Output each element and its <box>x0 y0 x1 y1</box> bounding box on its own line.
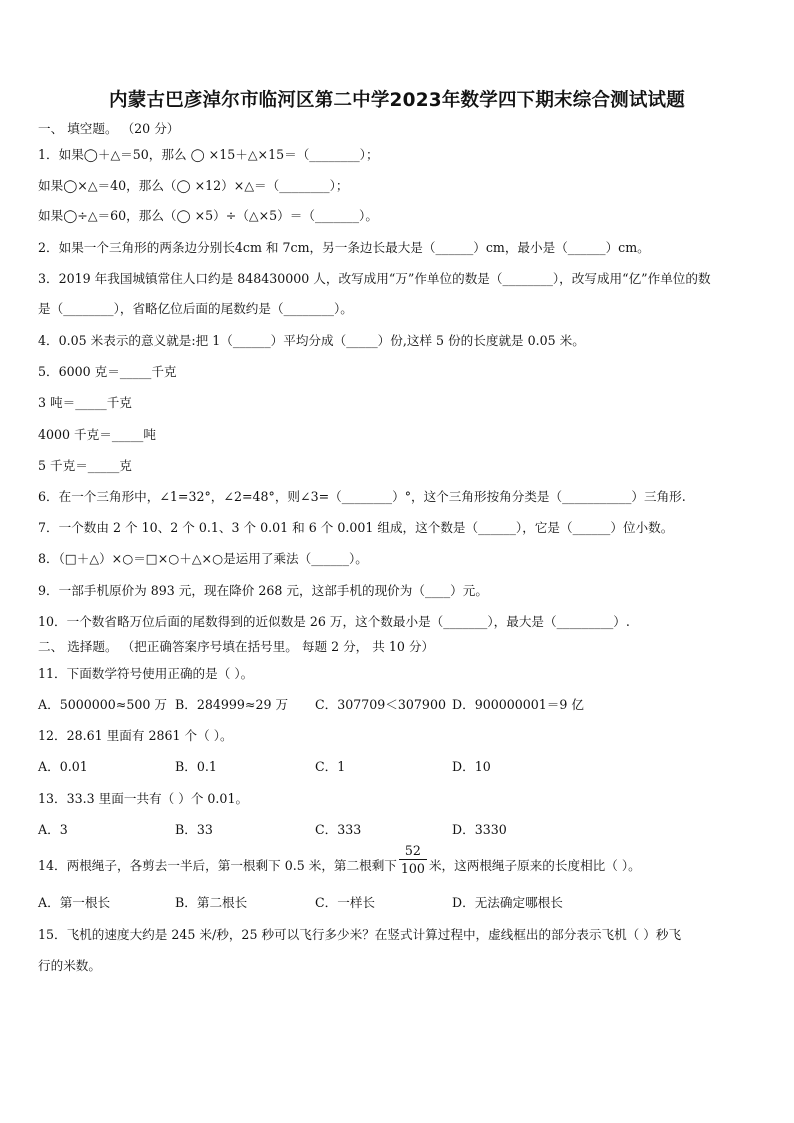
question-11-option-b: B．284999≈29 万 <box>175 697 289 712</box>
question-14-option-c: C．一样长 <box>315 895 376 910</box>
question-6: 6．在一个三角形中，∠1=32°，∠2=48°，则∠3=（________）°，这个三角形按角分类是（___________）三角形. <box>38 489 686 504</box>
question-5d: 5 千克＝_____克 <box>38 458 132 473</box>
question-11: 11．下面数学符号使用正确的是（ ）。 <box>38 666 254 681</box>
question-5a: 5．6000 克＝_____千克 <box>38 364 177 379</box>
question-14 <box>38 843 641 877</box>
question-14-option-d: D．无法确定哪根长 <box>452 895 563 910</box>
question-14-fraction <box>399 842 427 877</box>
question-13: 13．33.3 里面一共有（ ）个 0.01。 <box>38 791 249 806</box>
question-13-option-d: D．3330 <box>452 822 507 837</box>
question-2: 2．如果一个三角形的两条边分别长4cm 和 7cm，另一条边长最大是（______）cm，最小是（______）cm。 <box>38 240 650 255</box>
question-5c: 4000 千克＝_____吨 <box>38 427 156 442</box>
question-1a: 1．如果◯＋△＝50，那么 ◯ ×15＋△×15＝（________）； <box>38 147 379 162</box>
question-14-text-after: 米，这两根绳子原来的长度相比（ ）。 <box>428 858 641 873</box>
question-4: 4．0.05 米表示的意义就是:把 1（______）平均分成（_____）份,这样 5 份的长度就是 0.05 米。 <box>38 333 585 348</box>
question-12-option-d: D．10 <box>452 759 491 774</box>
question-1c: 如果◯÷△＝60，那么（◯ ×5）÷（△×5）＝（_______）。 <box>38 208 378 223</box>
question-13-option-b: B．33 <box>175 822 213 837</box>
question-14-option-a: A．第一根长 <box>38 895 111 910</box>
question-8: 8．（□＋△）×○＝□×○＋△×○是运用了乘法（______）。 <box>38 551 368 566</box>
question-13-option-a: A．3 <box>38 822 68 837</box>
question-11-option-d: D．900000001＝9 亿 <box>452 697 585 712</box>
question-11-option-a: A．5000000≈500 万 <box>38 697 167 712</box>
exam-title: 内蒙古巴彦淖尔市临河区第二中学2023年数学四下期末综合测试试题 <box>109 90 685 111</box>
section-1-heading: 一、 填空题。 （20 分） <box>38 121 180 136</box>
question-15a: 15．飞机的速度大约是 245 米/秒，25 秒可以飞行多少米？在竖式计算过程中，虚线框出的部分表示飞机（ ）秒飞 <box>38 927 682 942</box>
question-3b: 是（________），省略亿位后面的尾数约是（________）。 <box>38 301 353 316</box>
question-13-option-c: C．333 <box>315 822 362 837</box>
question-9: 9．一部手机原价为 893 元，现在降价 268 元，这部手机的现价为（____）元。 <box>38 583 488 598</box>
question-12-option-b: B．0.1 <box>175 759 217 774</box>
question-12-option-c: C．1 <box>315 759 346 774</box>
question-15b: 行的米数。 <box>38 958 101 973</box>
question-12-option-a: A．0.01 <box>38 759 88 774</box>
question-14-option-b: B．第二根长 <box>175 895 248 910</box>
question-1b: 如果◯×△＝40，那么（◯ ×12）×△＝（________）； <box>38 178 349 193</box>
fraction-denominator: 100 <box>400 861 425 876</box>
question-12: 12．28.61 里面有 2861 个（ ）。 <box>38 728 233 743</box>
question-3a: 3．2019 年我国城镇常住人口约是 848430000 人，改写成用“万”作单位的数是（________），改写成用“亿”作单位的数 <box>38 271 711 286</box>
question-14-text-before: 14．两根绳子，各剪去一半后，第一根剩下 0.5 米，第二根剩下 <box>38 858 397 873</box>
section-2-heading: 二、 选择题。 （把正确答案序号填在括号里。 每题 2 分， 共 10 分） <box>38 639 435 654</box>
fraction-numerator: 52 <box>399 842 427 860</box>
question-7: 7．一个数由 2 个 10、2 个 0.1、3 个 0.01 和 6 个 0.001 组成，这个数是（______），它是（______）位小数。 <box>38 520 674 535</box>
question-11-option-c: C．307709＜307900 <box>315 697 446 712</box>
question-10: 10．一个数省略万位后面的尾数得到的近似数是 26 万，这个数最小是（_______），最大是（_________）. <box>38 614 630 629</box>
question-5b: 3 吨＝_____千克 <box>38 395 132 410</box>
